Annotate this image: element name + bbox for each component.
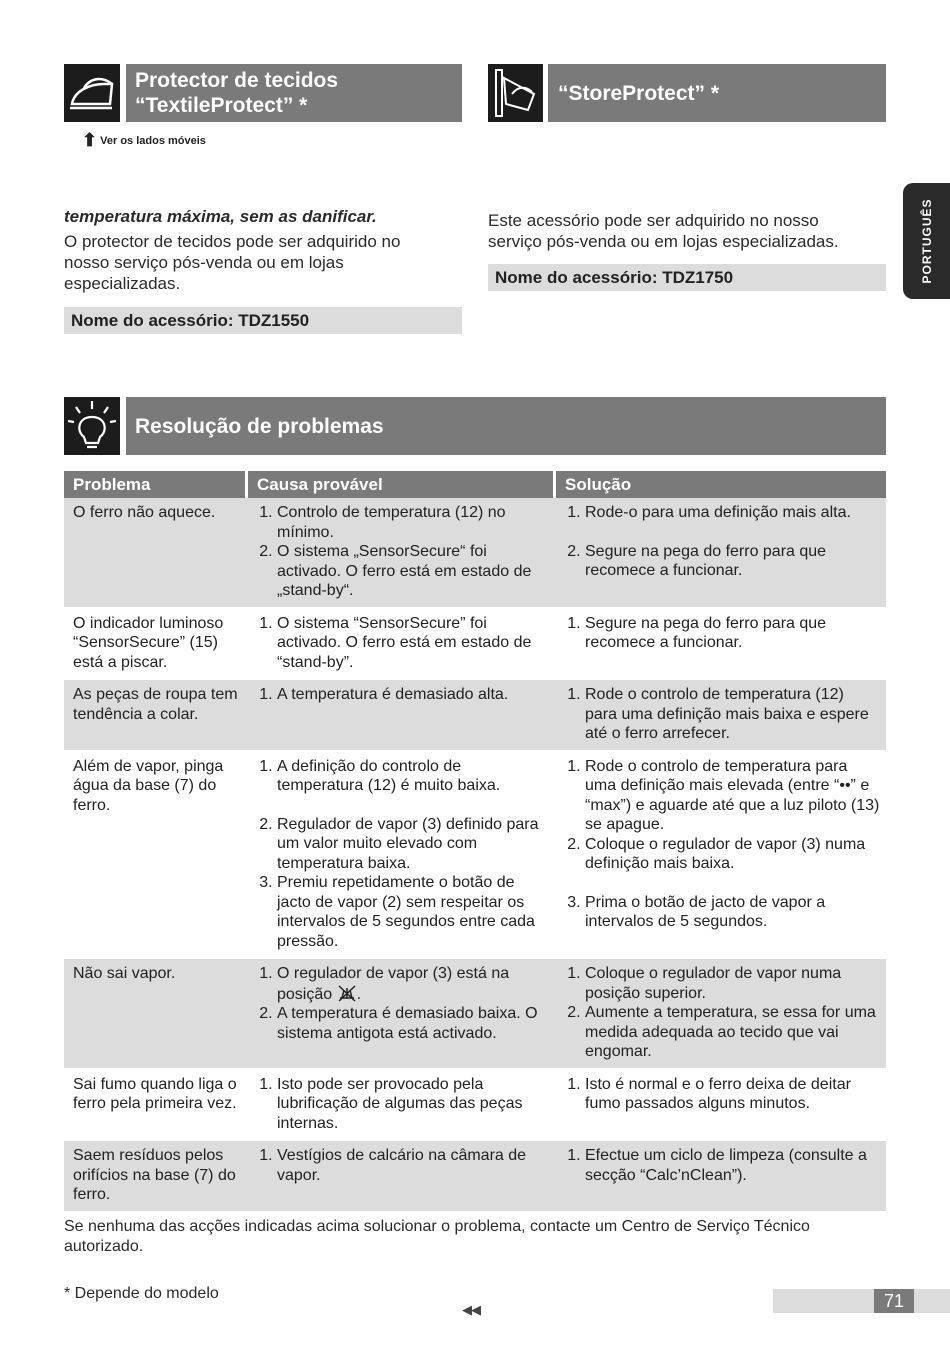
solution-item: 1. Rode o controlo de temperatura para uma definição mais elevada (entre “••” e “max”) e aguarde até que a luz piloto (13) se apague. [585, 757, 880, 835]
arrow-icon: ⬆ [82, 130, 98, 150]
model-note: * Depende do modelo [64, 1285, 219, 1302]
problem-cell: Não sai vapor. [64, 957, 248, 1068]
cause-item [277, 964, 550, 1004]
store-protect-icon-box [488, 64, 543, 122]
problem-cell: Saem resíduos pelos orifícios na base (7) do ferro. [64, 1139, 248, 1211]
back-arrows-icon[interactable]: ◀◀ [462, 1302, 480, 1317]
solution-cell [556, 1139, 886, 1211]
lightbulb-icon [64, 397, 120, 455]
table-row [64, 678, 886, 750]
store-accessory: Nome do acessório: TDZ1750 [488, 264, 886, 291]
table-row [64, 1139, 886, 1211]
iron-storage-icon [488, 64, 543, 122]
iron-icon [64, 64, 120, 122]
steam-off-icon [337, 984, 357, 1002]
period: . [356, 985, 362, 1003]
solution-cell [556, 1068, 886, 1140]
store-line1: Este acessório pode ser adquirido no nosso [488, 211, 819, 230]
solution-item: 2. Coloque o regulador de vapor (3) numa definição mais baixa. [585, 835, 880, 874]
textile-line2: nosso serviço pós-venda ou em lojas [64, 253, 344, 272]
solution-item: 1. Segure na pega do ferro para que recomece a funcionar. [585, 614, 880, 653]
table-row [64, 498, 886, 607]
table-row [64, 750, 886, 958]
side-note-text: Ver os lados móveis [100, 135, 206, 147]
cause-item: 2. Regulador de vapor (3) definido para um valor muito elevado com temperatura baixa. [277, 815, 550, 874]
header-problem: Problema [64, 471, 248, 498]
footer-note-line2: autorizado. [64, 1238, 144, 1255]
cause-item: 1. O sistema “SensorSecure” foi activado. O ferro está em estado de “stand-by”. [277, 614, 550, 673]
solution-item: 3. Prima o botão de jacto de vapor a intervalos de 5 segundos. [585, 893, 880, 932]
table-row [64, 607, 886, 679]
problem-cell: O ferro não aquece. [64, 498, 248, 607]
language-tab [903, 183, 950, 299]
problem-cell: O indicador luminoso “SensorSecure” (15) está a piscar. [64, 607, 248, 679]
cause-item: 1. Vestígios de calcário na câmara de vapor. [277, 1146, 550, 1185]
header-cause: Causa provável [248, 471, 556, 498]
table-header-row [64, 471, 886, 498]
cause-cell [248, 750, 556, 958]
store-protect-title [548, 64, 886, 122]
solution-cell [556, 957, 886, 1068]
language-tab-label: PORTUGUÊS [919, 198, 934, 284]
textile-intro: temperatura máxima, sem as danificar. [64, 207, 377, 226]
textile-protect-title [126, 64, 462, 122]
cause-cell [248, 678, 556, 750]
cause-item: 1. Controlo de temperatura (12) no mínimo. [277, 503, 550, 542]
cause-cell [248, 1068, 556, 1140]
cause-item: 1. A definição do controlo de temperatura (12) é muito baixa. [277, 757, 550, 796]
solution-cell [556, 750, 886, 958]
cause-cell [248, 1139, 556, 1211]
problem-cell: As peças de roupa tem tendência a colar. [64, 678, 248, 750]
troubleshoot-title-text: Resolução de problemas [135, 415, 384, 438]
solution-cell [556, 678, 886, 750]
header-solution: Solução [556, 471, 886, 498]
footer-bar [773, 1289, 950, 1313]
store-title-text: “StoreProtect” * [558, 82, 720, 105]
solution-item: 1. Isto é normal e o ferro deixa de deitar fumo passados alguns minutos. [585, 1075, 880, 1114]
troubleshoot-icon-box [64, 397, 120, 455]
cause-item: 3. Premiu repetidamente o botão de jacto de vapor (2) sem respeitar os intervalos de 5 segundos entre cada pressão. [277, 873, 550, 951]
troubleshooting-table [64, 471, 886, 1211]
cause-item: 2. A temperatura é demasiado baixa. O sistema antigota está activado. [277, 1004, 550, 1043]
footer-note-line1: Se nenhuma das acções indicadas acima solucionar o problema, contacte um Centro de Serviço Técnico [64, 1218, 810, 1235]
textile-line1: O protector de tecidos pode ser adquirido no [64, 232, 401, 251]
textile-line3: especializadas. [64, 274, 181, 293]
solution-item: 1. Rode o controlo de temperatura (12) para uma definição mais baixa e espere até o ferro arrefecer. [585, 685, 880, 744]
cause-item: 1. Isto pode ser provocado pela lubrificação de algumas das peças internas. [277, 1075, 550, 1134]
store-line2: serviço pós-venda ou em lojas especializadas. [488, 232, 839, 251]
cause-text: O regulador de vapor (3) está na posição [277, 965, 510, 1003]
textile-accessory: Nome do acessório: TDZ1550 [64, 307, 462, 334]
page-number: 71 [874, 1289, 914, 1313]
cause-cell [248, 607, 556, 679]
cause-item: 2. O sistema „SensorSecure“ foi activado. O ferro está em estado de „stand-by“. [277, 542, 550, 601]
solution-cell [556, 607, 886, 679]
solution-item: 1. Rode-o para uma definição mais alta. [585, 503, 880, 523]
solution-cell [556, 498, 886, 607]
side-note [82, 130, 206, 151]
problem-cell: Sai fumo quando liga o ferro pela primeira vez. [64, 1068, 248, 1140]
troubleshoot-title [126, 397, 886, 455]
table-row [64, 1068, 886, 1140]
solution-item: 1. Coloque o regulador de vapor numa posição superior. [585, 964, 880, 1003]
cause-item: 1. A temperatura é demasiado alta. [277, 685, 550, 705]
cause-cell [248, 957, 556, 1068]
textile-protect-icon-box [64, 64, 120, 122]
cause-cell [248, 498, 556, 607]
problem-cell: Além de vapor, pinga água da base (7) do ferro. [64, 750, 248, 958]
solution-item: 2. Segure na pega do ferro para que recomece a funcionar. [585, 542, 880, 581]
solution-item: 2. Aumente a temperatura, se essa for uma medida adequada ao tecido que vai engomar. [585, 1003, 880, 1062]
solution-item: 1. Efectue um ciclo de limpeza (consulte a secção “Calc’nClean”). [585, 1146, 880, 1185]
textile-title-line2: “TextileProtect” * [135, 94, 308, 117]
table-row [64, 957, 886, 1068]
textile-title-line1: Protector de tecidos [135, 69, 339, 92]
